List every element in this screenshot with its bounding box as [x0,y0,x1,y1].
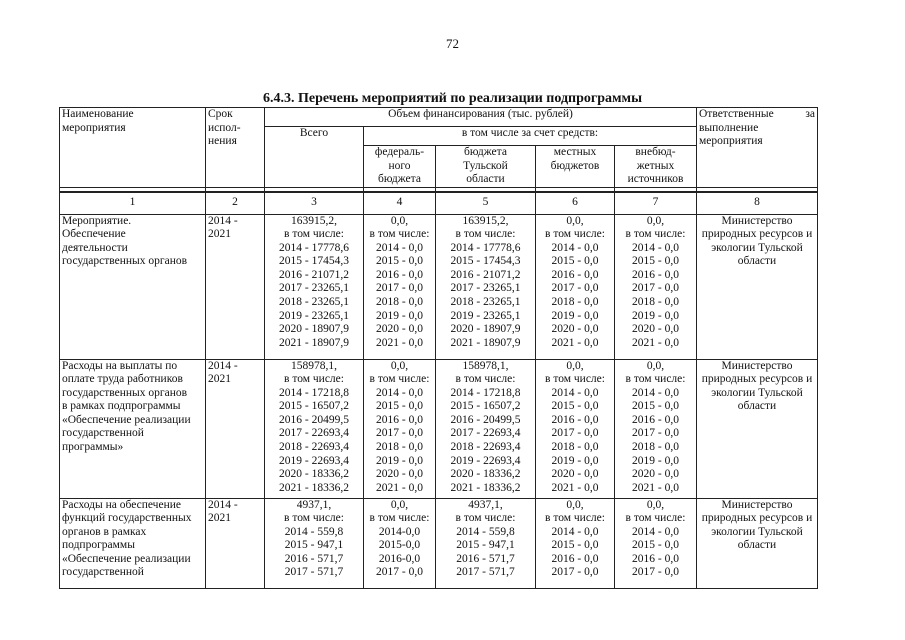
cell-line: 2014 - 559,8 [284,525,344,538]
cell-line: природных ресурсов и [701,228,813,241]
cell-line: 2015 - 17454,3 [450,255,521,268]
cell-line: 2021 - 18907,9 [450,336,521,349]
term-cell [206,359,265,498]
cell-line: области [737,255,777,268]
cell-line: в том числе: [455,373,516,386]
cell-line: 2019 - 22693,4 [450,454,521,467]
cell-line: в том числе: [625,373,686,386]
cell-line: в том числе: [625,228,686,241]
cell-line: 2021 - 0,0 [632,481,679,494]
cell-line: государственной [62,427,144,440]
cell-line: 2016 - 571,7 [456,552,515,565]
total-cell [265,214,364,359]
cell-line: 2014 - 17778,6 [450,241,521,254]
cell-line: 0,0, [566,359,584,372]
header-federal: федераль- ного бюджета [364,146,436,188]
cell-line: 4937,1, [296,498,332,511]
activities-table [59,107,818,589]
column-number: 1 [60,192,206,214]
cell-line: в том числе: [455,512,516,525]
cell-line: экологии Тульской [711,525,803,538]
cell-line: 2016 - 0,0 [551,413,599,426]
cell-line: 2015-0,0 [378,539,421,552]
cell-line: подпрограммы [62,539,135,552]
cell-line: 2016 - 0,0 [376,413,423,426]
header-local: местных бюджетов [536,146,615,188]
cell-line: 2015 - 0,0 [632,255,679,268]
cell-line: 2018 - 0,0 [551,296,599,309]
table-row [60,498,818,588]
cell-line: Министерство [721,498,793,511]
cell-line: 2018 - 0,0 [376,441,423,454]
cell-line: 163915,2, [462,214,509,227]
cell-line: 2019 - 0,0 [376,309,423,322]
column-number: 7 [615,192,697,214]
cell-line: в том числе: [284,228,344,241]
cell-line: природных ресурсов и [701,512,813,525]
cell-line: 2020 - 0,0 [376,468,423,481]
cell-line: области [737,400,777,413]
local-cell [536,359,615,498]
cell-line: Министерство [721,359,793,372]
cell-line: 2017 - 571,7 [284,566,344,579]
cell-line: 0,0, [566,214,584,227]
regional-cell [436,498,536,588]
cell-line: Расходы на обеспечение [62,498,181,511]
cell-line: деятельности [62,241,128,254]
cell-line: 2017 - 0,0 [632,566,679,579]
cell-line: 2018 - 23265,1 [450,296,521,309]
local-cell [536,214,615,359]
cell-line: 2014 - 17778,6 [279,241,349,254]
cell-line: 2016 - 0,0 [551,552,599,565]
cell-line: 2014 - 0,0 [551,386,599,399]
cell-line: 2017 - 0,0 [376,566,423,579]
responsible-cell [697,359,818,498]
cell-line: 2016 - 20499,5 [450,413,521,426]
cell-line: 2019 - 23265,1 [279,309,349,322]
cell-line: в том числе: [369,373,430,386]
cell-line: 2014 - 0,0 [376,241,423,254]
cell-line: 2017 - 0,0 [632,282,679,295]
cell-line: 2014 - [208,359,238,372]
column-number: 5 [436,192,536,214]
header-regional: бюджета Тульской области [436,146,536,188]
cell-line: 2021 - 0,0 [551,481,599,494]
column-number: 6 [536,192,615,214]
cell-line: в том числе: [455,228,516,241]
total-cell [265,359,364,498]
regional-cell [436,359,536,498]
cell-line: 2019 - 0,0 [632,309,679,322]
cell-line: 2015 - 17454,3 [279,255,349,268]
cell-line: в рамках подпрограммы [62,400,181,413]
cell-line: 2017 - 0,0 [551,282,599,295]
cell-line: в том числе: [369,228,430,241]
cell-line: 0,0, [646,214,665,227]
cell-line: 2021 - 18907,9 [279,336,349,349]
cell-line: 2016 - 571,7 [284,552,344,565]
cell-line: 2015 - 0,0 [632,539,679,552]
column-number: 8 [697,192,818,214]
cell-line: 2020 - 18907,9 [450,323,521,336]
cell-line: в том числе: [545,512,605,525]
column-number: 2 [206,192,265,214]
activity-name-cell [60,214,206,359]
cell-line: экологии Тульской [711,386,803,399]
cell-line: 0,0, [390,359,409,372]
cell-line: 2019 - 0,0 [551,454,599,467]
cell-line: 2021 - 18336,2 [450,481,521,494]
cell-line: экологии Тульской [711,241,803,254]
header-responsible: Ответственные за выполнение мероприятия [697,108,818,188]
cell-line: 2018 - 22693,4 [279,441,349,454]
cell-line: 2015 - 0,0 [551,539,599,552]
regional-cell [436,214,536,359]
cell-line: 158978,1, [462,359,509,372]
cell-line: 2020 - 18336,2 [450,468,521,481]
table-row [60,214,818,359]
cell-line: 0,0, [390,214,409,227]
cell-line: 2016-0,0 [378,552,421,565]
header-financing: Объем финансирования (тыс. рублей) [265,108,697,127]
cell-line: государственных органов [62,386,188,399]
cell-line: 2015 - 16507,2 [279,400,349,413]
cell-line: 2014 - 0,0 [376,386,423,399]
cell-line: 2021 - 0,0 [376,481,423,494]
cell-line: органов в рамках [62,525,147,538]
cell-line: 2014 - 0,0 [632,386,679,399]
cell-line: 2017 - 0,0 [632,427,679,440]
column-number: 4 [364,192,436,214]
cell-line: 2016 - 21071,2 [279,268,349,281]
cell-line: в том числе: [545,373,605,386]
cell-line: 2019 - 22693,4 [279,454,349,467]
cell-line: 2020 - 18907,9 [279,323,349,336]
cell-line: Расходы на выплаты по [62,359,178,372]
column-number: 3 [265,192,364,214]
cell-line: 2015 - 0,0 [632,400,679,413]
table-row [60,359,818,498]
cell-line: 0,0, [646,359,665,372]
extra-budget-cell [615,214,697,359]
cell-line: 2021 [208,228,231,241]
cell-line: природных ресурсов и [701,373,813,386]
cell-line: 2018 - 23265,1 [279,296,349,309]
cell-line: государственной [62,566,144,579]
cell-line: 2014 - 17218,8 [450,386,521,399]
cell-line: 2017 - 0,0 [376,282,423,295]
cell-line: 2014 - 559,8 [456,525,515,538]
header-name: Наименование мероприятия [60,108,206,188]
cell-line: 0,0, [566,498,584,511]
responsible-cell [697,214,818,359]
cell-line: 4937,1, [468,498,503,511]
activity-name-cell [60,498,206,588]
cell-line: в том числе: [284,373,344,386]
header-extra: внебюд- жетных источников [615,146,697,188]
cell-line: в том числе: [625,512,686,525]
local-cell [536,498,615,588]
cell-line: 2014 - 0,0 [632,241,679,254]
total-cell [265,498,364,588]
cell-line: 2018 - 0,0 [632,296,679,309]
cell-line: 163915,2, [291,214,337,227]
federal-cell [364,359,436,498]
federal-cell [364,498,436,588]
cell-line: 2021 - 18336,2 [279,481,349,494]
cell-line: 158978,1, [291,359,337,372]
cell-line: 2017 - 23265,1 [450,282,521,295]
cell-line: 2016 - 21071,2 [450,268,521,281]
cell-line: 2014 - 0,0 [551,241,599,254]
cell-line: 2020 - 0,0 [551,323,599,336]
cell-line: 2016 - 20499,5 [279,413,349,426]
cell-line: 2020 - 18336,2 [279,468,349,481]
extra-budget-cell [615,498,697,588]
page-number: 72 [446,36,459,51]
cell-line: в том числе: [369,512,430,525]
cell-line: 2017 - 22693,4 [450,427,521,440]
cell-line: 2019 - 23265,1 [450,309,521,322]
cell-line: 2014 - 0,0 [632,525,679,538]
cell-line: 2021 [208,373,231,386]
cell-line: 2017 - 23265,1 [279,282,349,295]
cell-line: 2015 - 947,1 [284,539,344,552]
cell-line: в том числе: [284,512,344,525]
cell-line: 2017 - 0,0 [376,427,423,440]
cell-line: 0,0, [390,498,409,511]
cell-line: 2014 - [208,498,238,511]
cell-line: 2017 - 0,0 [551,566,599,579]
cell-line: 2017 - 0,0 [551,427,599,440]
header-term: Срок испол- нения [206,108,265,188]
cell-line: «Обеспечение реализации [62,413,191,426]
cell-line: 2019 - 0,0 [551,309,599,322]
cell-line: оплате труда работников [62,373,183,386]
cell-line: 2015 - 947,1 [456,539,515,552]
header-including: в том числе за счет средств: [364,127,697,146]
cell-line: 2015 - 0,0 [551,255,599,268]
cell-line: 2021 - 0,0 [632,336,679,349]
cell-line: 2020 - 0,0 [632,323,679,336]
cell-line: 2016 - 0,0 [551,268,599,281]
cell-line: «Обеспечение реализации [62,552,191,565]
cell-line: 2015 - 16507,2 [450,400,521,413]
cell-line: 2020 - 0,0 [551,468,599,481]
extra-budget-cell [615,359,697,498]
cell-line: области [737,539,777,552]
cell-line: 2018 - 0,0 [551,441,599,454]
cell-line: Министерство [721,214,793,227]
cell-line: 2014 - 17218,8 [279,386,349,399]
cell-line: в том числе: [545,228,605,241]
cell-line: 2014 - 0,0 [551,525,599,538]
cell-line: 2019 - 0,0 [632,454,679,467]
section-title: 6.4.3. Перечень мероприятий по реализации подпрограммы [262,91,643,106]
cell-line: 2021 - 0,0 [551,336,599,349]
cell-line: Обеспечение [62,228,126,241]
cell-line: 2018 - 22693,4 [450,441,521,454]
cell-line: 2015 - 0,0 [376,400,423,413]
term-cell [206,214,265,359]
cell-line: 2014-0,0 [378,525,421,538]
cell-line: государственных органов [62,255,188,268]
cell-line: 0,0, [646,498,665,511]
cell-line: 2017 - 22693,4 [279,427,349,440]
cell-line: 2021 - 0,0 [376,336,423,349]
term-cell [206,498,265,588]
cell-line: 2016 - 0,0 [632,552,679,565]
cell-line: 2015 - 0,0 [551,400,599,413]
cell-line: 2016 - 0,0 [632,413,679,426]
header-total: Всего [265,127,364,188]
responsible-cell [697,498,818,588]
cell-line: программы» [62,441,124,454]
cell-line: 2019 - 0,0 [376,454,423,467]
cell-line: 2015 - 0,0 [376,255,423,268]
column-numbers-row [60,192,818,214]
cell-line: 2016 - 0,0 [376,268,423,281]
cell-line: 2018 - 0,0 [632,441,679,454]
cell-line: 2016 - 0,0 [632,268,679,281]
cell-line: 2020 - 0,0 [632,468,679,481]
cell-line: 2018 - 0,0 [376,296,423,309]
cell-line: функций государственных [62,512,192,525]
cell-line: Мероприятие. [62,214,132,227]
activity-name-cell [60,359,206,498]
federal-cell [364,214,436,359]
cell-line: 2021 [208,512,231,525]
cell-line: 2014 - [208,214,238,227]
cell-line: 2017 - 571,7 [456,566,515,579]
cell-line: 2020 - 0,0 [376,323,423,336]
